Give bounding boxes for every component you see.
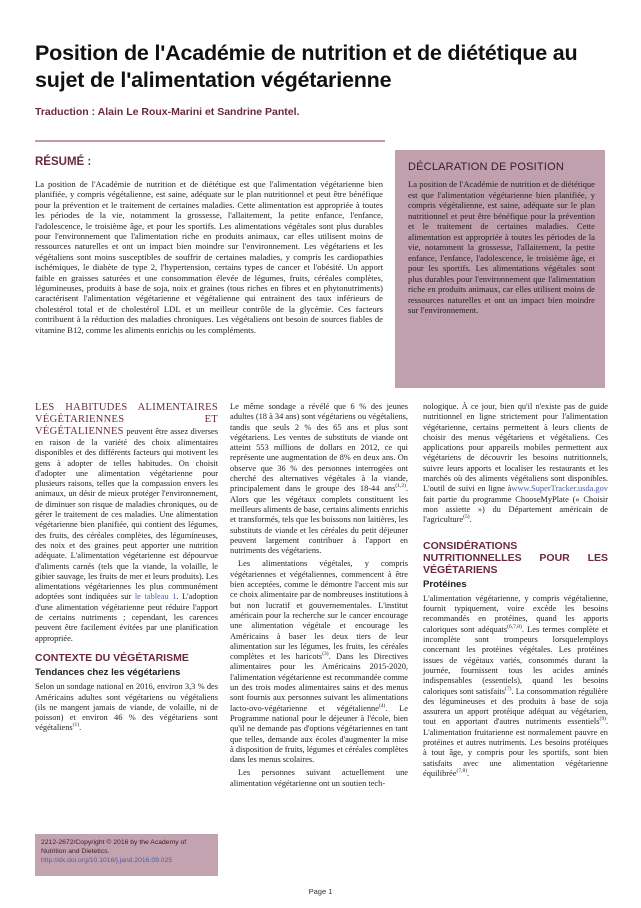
position-statement-body: La position de l'Académie de nutrition et de diététique est que l'alimentation végétarienne bien planifiée, y compris végétalienne, est saine, adéquate sur le plan nutritionnel et peut être bénéfique pour la prévention et le traitement de certaines maladies. Cette alimentation est appropriée à toutes les périodes de la vie, notamment la grossesse, l'allaitement, la petite enfance, l'enfance, l'adolescence, le troisième âge, et pour les sportifs. Les alimentations végétales sont plus durables pour l'environnement que l'alimentation riche en produits animaux, car elles utilisent moins de ressources naturelles et ont un impact bien moindre sur l'environnement. [408, 179, 595, 315]
col2-paragraph-2 [230, 559, 408, 765]
resume-body: La position de l'Académie de nutrition et de diététique est que l'alimentation végétarienne bien planifiée, y compris végétalienne, est saine, adéquate sur le plan nutritionnel et peut être bénéfique pour la prévention et le traitement de certaines maladies. Cette alimentation est appropriée à toutes les périodes de la vie, notamment la grossesse, l'allaitement, la petite enfance, l'enfance, l'adolescence, le troisième âge, et pour les sportifs. Les alimentations végétales sont plus durables pour l'environnement que l'alimentation riche en produits animaux, car elles utilisent moins de ressources naturelles et ont un impact bien moindre sur l'environnement. Les végétariens et les végétaliens sont moins susceptibles de souffrir de certaines maladies, y compris les cardiopathies ischémiques, le diabète de type 2, l'hypertension, certains types de cancer et l'obésité. Un apport faible en graisses saturées et une consommation élevée de légumes, fruits, céréales complètes, légumineuses, produits à base de soja, noix et graines (tous riches en fibres et en phytonutriments) caractérisent l'alimentation végétarienne et végétalienne qui entrainent des taux inférieurs de cholestérol total et de cholestérol LDL et un meilleur contrôle de la glycémie. Ces facteurs contribuent à la réduction des maladies chroniques. Les végétaliens ont besoin de sources fiables de vitamine B12, comme les aliments enrichis ou les compléments. [35, 179, 383, 335]
copyright-box [35, 834, 218, 876]
citation-sup: (4) [378, 702, 386, 709]
col3-text-1: nologique. À ce jour, bien qu'il n'existe pas de guide nutritionnel en ligne strictement pour l'alimentation végétarienne, certains permettent à leurs clients de choisir des menus végétariens et végétaliens. Ces applications pour appareils mobiles permettent aux végétariens de découvrir les besoins nutritionnels, suivre leurs apports et localiser les restaurants et les marchés où des aliments végétaliens sont disponibles. L'outil de suivi en ligne à [423, 402, 608, 494]
citation-sup: (1) [72, 722, 80, 729]
citation-sup: (3) [322, 651, 329, 658]
proteines-text-2: . Les termes complète et incomplète sont trompeurs lorsquelemploys concernant les protéines végétales. Les protéines issues de végétaux variés, consommés durant la journée, fournissent tous les acides aminés indispensables (essentiels), quand les besoins caloriques sont satisfaits [423, 624, 609, 696]
citation-sup: (7,8) [456, 768, 468, 775]
col2-text-2: Les alimentations végétales, y compris végétariennes et végétaliennes, commencent à être bien acceptées, comme le démontre l'accent mis sur ce choix alimentaire par de nombreuses institutions à but non lucratif et gouvernementales. L'institut américain pour la recherche sur le cancer encourage une alimentation végétale et encourage les Américains à baser les deux tiers de leur alimentation sur les légumes, les fruits, les céréales complètes et les haricots [230, 559, 408, 662]
resume-divider [35, 140, 385, 142]
translation-credit: Traduction : Alain Le Roux-Marini et Sandrine Pantel. [35, 106, 300, 118]
doi-link[interactable]: http://dx.doi.org/10.1016/j.jand.2016.09.025 [41, 857, 173, 864]
position-statement-heading: DÉCLARATION DE POSITION [408, 161, 564, 173]
proteines-subheading: Protéines [423, 578, 467, 590]
proteines-text-3: . La consommation régulière des légumineuses et des produits à base de soja assurera un apport protéique adéquat au végétarien, tout en apportant d'autres nutriments essentiels [423, 686, 609, 727]
table1-link[interactable]: le tableau 1 [134, 592, 177, 602]
citation-sup: (6,7,8) [507, 623, 522, 630]
column-3 [423, 402, 608, 782]
col2-text-2-end: . Le Programme national pour le déjeuner à l'école, bien qu'il ne demande pas d'options végétariennes en tant que telles, demande aux écoles d'augmenter la mise à disposition de fruits, légumes et céréales complètes dans les menus scolaires. [230, 703, 408, 765]
intro-text-end: . L'adoption d'une alimentation végétarienne peut réduire l'apport de certains nutriments ; cependant, les carences peuvent être facilement évitées par une planification appropriée. [35, 592, 218, 643]
position-statement-box [395, 150, 605, 388]
contexte-heading: CONTEXTE DU VÉGÉTARISME [35, 651, 189, 664]
citation-sup: (5) [463, 514, 470, 521]
proteines-text: L'alimentation végétarienne, y compris végétalienne, fournit typiquement, voire excède les besoins recommandés en protéines, quand les apports caloriques sont adéquats [423, 593, 608, 634]
col2-text-1-end: . Alors que les végétaux complets constituent les meilleurs aliments de base, certains aliments enrichis et transformés, tels que les boissons non laitières, les substituts de viande et les céréales du petit déjeuner peuvent largement contribuer à l'apport en nutriments des végétariens. [230, 484, 408, 556]
col2-paragraph-1 [230, 402, 408, 556]
col2-paragraph-3 [230, 768, 408, 789]
considerations-heading: CONSIDÉRATIONS NUTRITIONNELLES POUR LES VÉGÉTARIENS [423, 539, 608, 576]
citation-sup: (7) [505, 685, 512, 692]
intro-paragraph [35, 402, 218, 644]
proteines-paragraph: L'alimentation végétarienne, y compris végétalienne, fournit typiquement, voire excède les besoins recommandés en protéines, quand les apports caloriques sont adéquats$^{(6,7,8)}$. Les termes complète et incomplète sont trompeurs lorsquelemploys concernant les protéines végétales. Les protéines issues de végétaux variés, consommés durant la journée, fournissent tous les acides aminés indispensables (essentiels), quand les besoins caloriques sont satisfaits$^{(7)}$. La consommation régulière des légumineuses et des produits à base de soja assurera un apport protéique adéquat au végétarien, tout en apportant d'autres nutriments essentiels$^{(9)}$. L'alimentation fruitarienne est normalement pauvre en protéines et autres nutriments. Les besoins protéiques à tout âge, y compris pour les sportifs, sont bien satisfaits avec une alimentation végétarienne équilibrée$^{(7,8)}$. [423, 593, 609, 778]
article-title: Position de l'Académie de nutrition et de diététique au sujet de l'alimentation végétarienne [35, 41, 578, 92]
tendances-paragraph: Selon un sondage national en 2016, environ 3,3 % des Américains adultes sont végétariens ou végétaliens (ils ne mangent jamais de viande, de volaille, ni de poisson) et environ 46 % des végétariens sont végétaliens$^{(1)}$. [35, 682, 218, 733]
habitudes-lead-in: LES HABITUDES ALIMENTAIRES VÉGÉTARIENNES ET VÉGÉTALIENNES [35, 402, 218, 437]
column-1 [35, 402, 218, 737]
citation-sup: (1,2) [395, 483, 406, 490]
col3-text-1-end: fait partie du programme ChooseMyPlate (« Choisir mon assiette ») du Département américain de l'agriculture [423, 494, 608, 525]
col2-text-3: Les personnes suivant actuellement une alimentation végétarienne ont un soutien tech- [230, 768, 408, 788]
col3-paragraph-1: nologique. À ce jour, bien qu'il n'existe pas de guide nutritionnel en ligne strictement pour l'alimentation végétarienne, certains permettent à leurs clients de choisir des menus végétariens et végétaliens. Ces applications pour appareils mobiles permettent aux végétariens de découvrir les besoins nutritionnels, suivre leurs apports et localiser les restaurants et les marchés où des aliments végétaliens sont disponibles. L'outil de suivi en ligne àwww.SuperTracker.usda.gov fait partie du programme ChooseMyPlate (« Choisir mon assiette ») du Département américain de l'agriculture$^{(5)}$. [423, 402, 608, 525]
intro-text: peuvent être assez diverses en raison de la variété des choix alimentaires disponibles et des différents facteurs qui motivent les gens à adopter de telles habitudes. On choisit d'adopter une alimentation végétarienne pour plusieurs raisons, telles que la compassion envers les animaux, un désir de mieux protéger l'environnement, de diminuer son risque de maladies chroniques, ou de gérer le traitement de ces maladies. Une alimentation végétarienne bien planifiée, qui contient des légumes, des fruits, des céréales complètes, des légumineuses, des noix et des graines peut apporter une nutrition adéquate. L'alimentation végétarienne est dépourvue d'aliments carnés (tels que la viande, la volaille, le gibier sauvage, les fruits de mer et leurs produits). Les alimentations végétariennes les plus communément adoptées sont indiquées sur [35, 427, 218, 602]
col2-text-2-mid: . Dans les Directives alimentaires pour les Américains 2015-2020, l'alimentation végétarienne est recommandée comme un des trois modes alimentaires sains et des menus sont fournis aux personnes suivant les alimentations lacto-ovo-végétarienne et végétalienne [230, 652, 408, 713]
proteines-text-4: . L'alimentation fruitarienne est normalement pauvre en protéines et autres nutriments. Les besoins protéiques à tout âge, y compris pour les sportifs, sont bien satisfaits avec une alimentation végétarienne équilibrée [423, 717, 608, 778]
citation-sup: (9) [599, 716, 606, 723]
col2-text-1: Le même sondage a révélé que 6 % des jeunes adultes (18 à 34 ans) sont végétariens ou végétaliens, tandis que seuls 2 % des 65 ans et plus sont végétariens. Les ventes de substituts de viande ont atteint 553 millions de dollars en 2012, ce qui représente une augmentation de 8% en deux ans. On observe que 36 % des personnes interrogées ont cherché des alternatives végétales à la viande, principalement dans le groupe des 18-44 ans [230, 402, 408, 494]
supertracker-link[interactable]: www.SuperTracker.usda.gov [511, 484, 608, 494]
column-2 [230, 402, 408, 792]
copyright-text: 2212-2672/Copyright © 2016 by the Academy of Nutrition and Dietetics. [41, 839, 187, 855]
tendances-text: Selon un sondage national en 2016, environ 3,3 % des Américains adultes sont végétariens ou végétaliens (ils ne mangent jamais de viande, de volaille, ni de poisson) et environ 46 % des végétariens sont végétaliens [35, 682, 218, 733]
resume-heading: RÉSUMÉ : [35, 156, 92, 168]
page-number: Page 1 [308, 887, 333, 896]
tendances-subheading: Tendances chez les végétariens [35, 666, 181, 678]
